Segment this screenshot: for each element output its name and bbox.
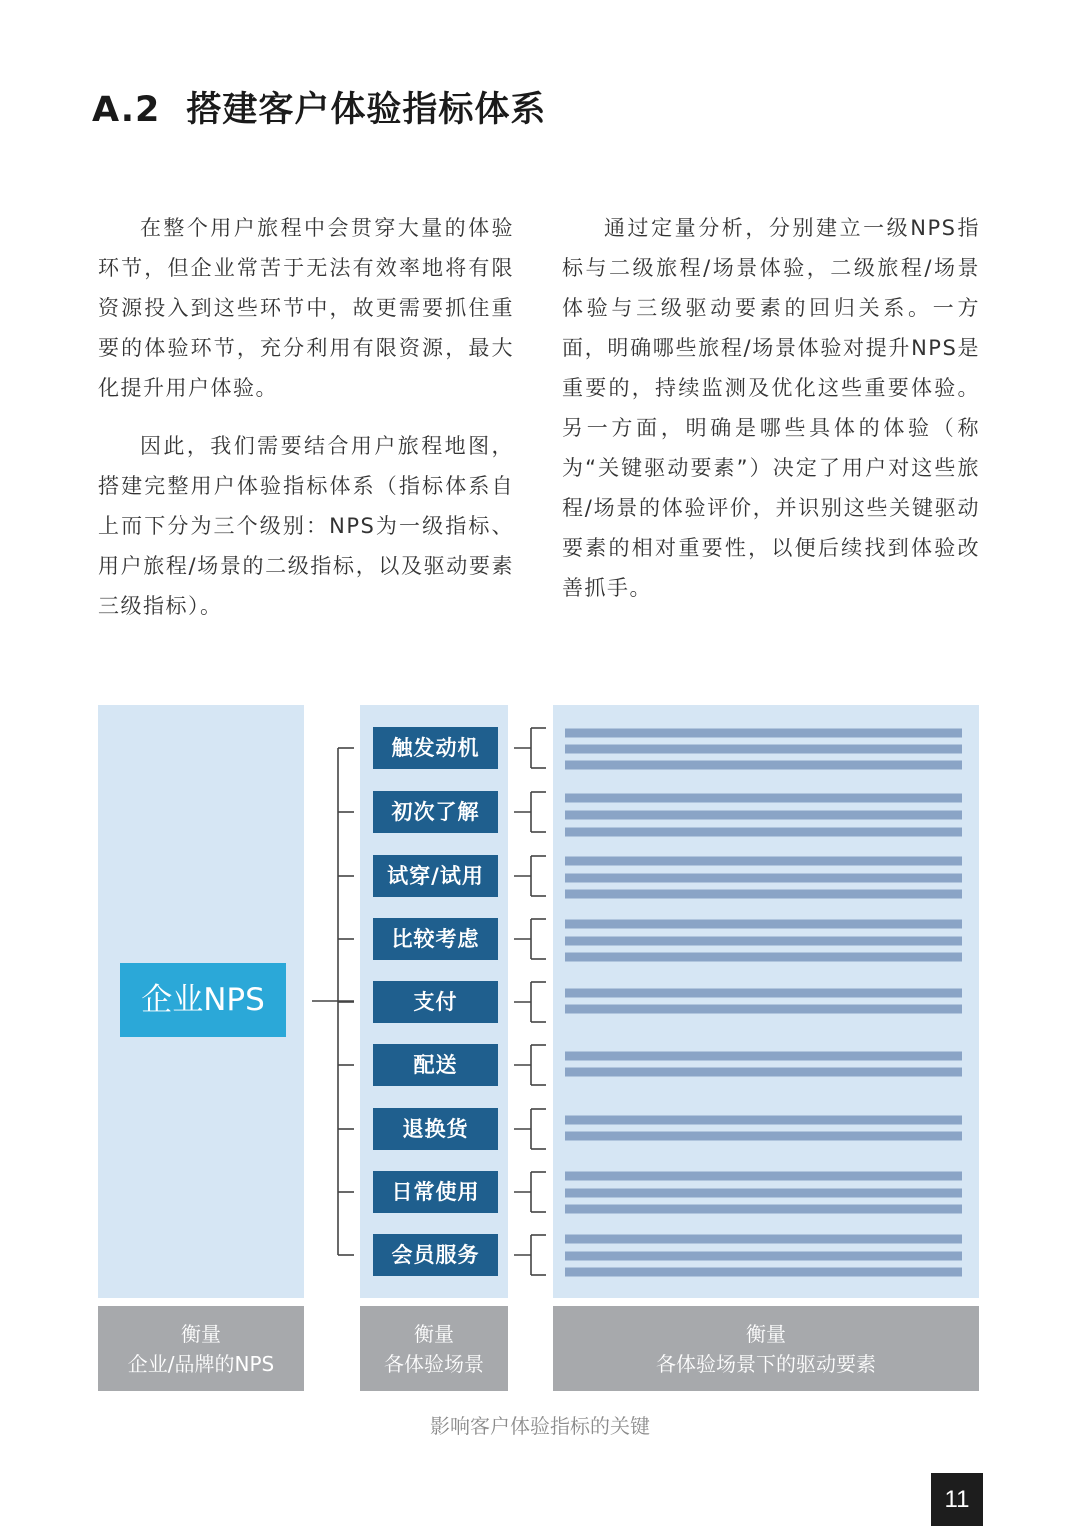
scene-node: 支付 bbox=[373, 981, 498, 1023]
footer-line: 衡量 bbox=[414, 1322, 454, 1346]
footer-line: 各体验场景 bbox=[384, 1352, 484, 1376]
scene-node: 试穿/试用 bbox=[373, 855, 498, 897]
page-number: 11 bbox=[931, 1473, 983, 1526]
body-paragraph: 通过定量分析，分别建立一级NPS指标与二级旅程/场景体验，二级旅程/场景体验与三级驱动要素的回归关系。一方面，明确哪些旅程/场景体验对提升NPS是重要的，持续监测及优化这些重要体验。另一方面，明确是哪些具体的体验（称为“关键驱动要素”）决定了用户对这些旅程/场景的体验评价，并识别这些关键驱动要素的相对重要性，以便后续找到体验改善抓手。 bbox=[562, 216, 980, 600]
scene-node: 日常使用 bbox=[373, 1171, 498, 1213]
body-paragraph: 因此，我们需要结合用户旅程地图，搭建完整用户体验指标体系（指标体系自上而下分为三个级别：NPS为一级指标、用户旅程/场景的二级指标，以及驱动要素三级指标）。 bbox=[98, 434, 514, 618]
section-title-text: 搭建客户体验指标体系 bbox=[186, 90, 547, 130]
scene-node: 初次了解 bbox=[373, 791, 498, 833]
body-paragraph: 在整个用户旅程中会贯穿大量的体验环节，但企业常苦于无法有效率地将有限资源投入到这些环节中，故更需要抓住重要的体验环节，充分利用有限资源，最大化提升用户体验。 bbox=[98, 216, 514, 400]
footer-line: 各体验场景下的驱动要素 bbox=[656, 1352, 876, 1376]
footer-scenes bbox=[360, 1306, 508, 1391]
footer-line: 衡量 bbox=[181, 1322, 221, 1346]
nps-root-box: 企业NPS bbox=[120, 963, 286, 1037]
footer-drivers bbox=[553, 1306, 979, 1391]
scene-node: 会员服务 bbox=[373, 1234, 498, 1276]
section-number: A.2 bbox=[92, 90, 161, 130]
scene-node: 退换货 bbox=[373, 1108, 498, 1150]
footer-line: 企业/品牌的NPS bbox=[127, 1352, 275, 1376]
scene-node: 触发动机 bbox=[373, 727, 498, 769]
diagram-caption: 影响客户体验指标的关键 bbox=[430, 1414, 650, 1438]
scene-node: 配送 bbox=[373, 1044, 498, 1086]
footer-nps bbox=[98, 1306, 304, 1391]
footer-line: 衡量 bbox=[746, 1322, 786, 1346]
scene-node: 比较考虑 bbox=[373, 918, 498, 960]
